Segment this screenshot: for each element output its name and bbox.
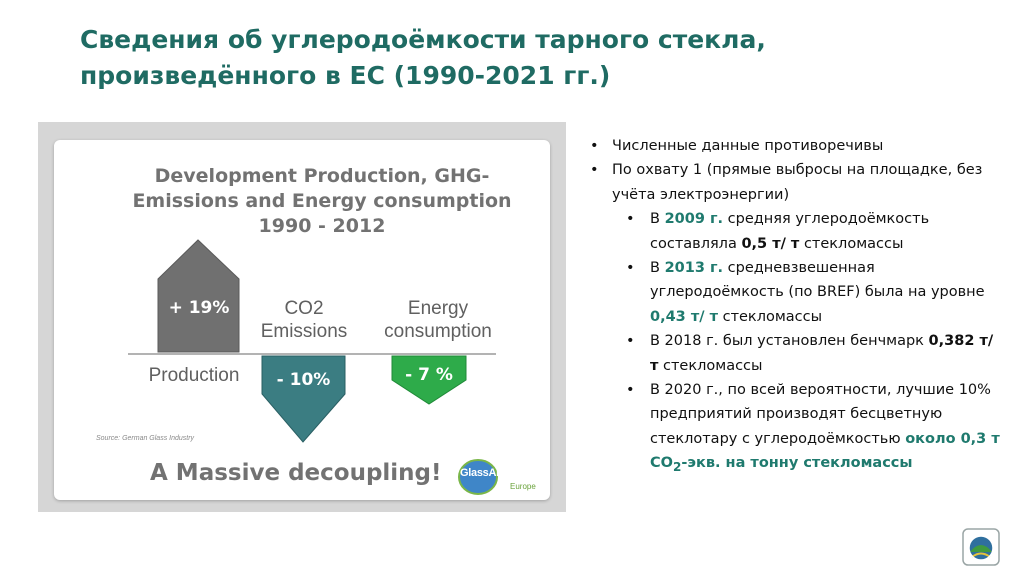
bullet-list (590, 134, 1000, 480)
sub-bullet-item (590, 256, 1000, 329)
glass-alliance-logo (458, 458, 548, 496)
highlight-value: 0,43 т/ т (650, 308, 718, 325)
production-label: Production (148, 365, 240, 386)
glass-alliance-logo-text: GlassAlliance (460, 467, 529, 479)
bullet-item (590, 134, 1000, 158)
bullet-text: По охвату 1 (прямые выбросы на площадке, без учёта электроэнергии) (612, 162, 983, 203)
production-arrow (158, 240, 239, 352)
bullet-item (590, 158, 1000, 207)
sub-bullet-item (590, 378, 1000, 480)
sub-bullet-text: В 2018 г. был установлен бенчмарк (650, 333, 929, 350)
sub-bullet-text: стекломассы (658, 357, 763, 374)
energy-label-line1: Energy (407, 298, 469, 319)
energy-value: - 7 % (405, 365, 453, 385)
highlight-subscript: 2 (672, 460, 682, 475)
highlight-value: -экв. на тонну стекломассы (681, 455, 913, 472)
co2-value: - 10% (276, 370, 331, 390)
figure-title-line1: Development Production, GHG- (154, 165, 490, 187)
co2-label-line1: CO2 (284, 298, 324, 319)
highlight-value: 0,5 т/ т (741, 235, 800, 252)
bullet-text: Численные данные противоречивы (612, 138, 884, 154)
sub-bullet-text: В 2020 г., по всей вероятности, лучшие 10% предприятий производят бесцветную стеклотару с углеродоёмкостью (650, 382, 991, 447)
highlight-year: 2009 г. (664, 211, 724, 228)
co2-arrow (262, 356, 345, 442)
sub-bullet-item (590, 329, 1000, 378)
production-value: + 19% (168, 298, 230, 318)
slide-title-line2: произведённого в ЕС (1990-2021 гг.) (80, 61, 611, 90)
sub-bullet-text: В (650, 260, 665, 277)
energy-label (370, 297, 506, 343)
glass-alliance-logo-sub: Europe (510, 482, 536, 491)
co2-label-line2: Emissions (260, 321, 348, 342)
sub-bullet-text: средняя углеродоёмкость составляла (650, 211, 930, 252)
co2-label (248, 297, 360, 343)
sub-bullet-item (590, 207, 1000, 256)
energy-label-line2: consumption (384, 321, 492, 342)
figure-title-line3: 1990 - 2012 (258, 215, 386, 237)
sub-bullet-text: В (650, 211, 665, 228)
slide-title (80, 22, 960, 94)
figure-footer: A Massive decoupling! (150, 460, 442, 486)
highlight-value: 0,382 т/ т (650, 333, 994, 374)
highlight-year: 2013 г. (664, 260, 724, 277)
highlight-value: около 0,3 т CO (650, 430, 1000, 472)
sub-bullet-text: стекломассы (799, 235, 904, 252)
figure-title-line2: Emissions and Energy consumption (132, 190, 512, 212)
sub-bullet-text: стекломассы (717, 308, 823, 325)
sub-bullet-text: средневзвешенная углеродоёмкость (по BREF) была на уровне (650, 260, 985, 301)
slide-title-line1: Сведения об углеродоёмкости тарного стекла, (80, 25, 766, 54)
corner-logo-icon (962, 528, 1000, 566)
figure-source: Source: German Glass Industry (96, 435, 195, 442)
